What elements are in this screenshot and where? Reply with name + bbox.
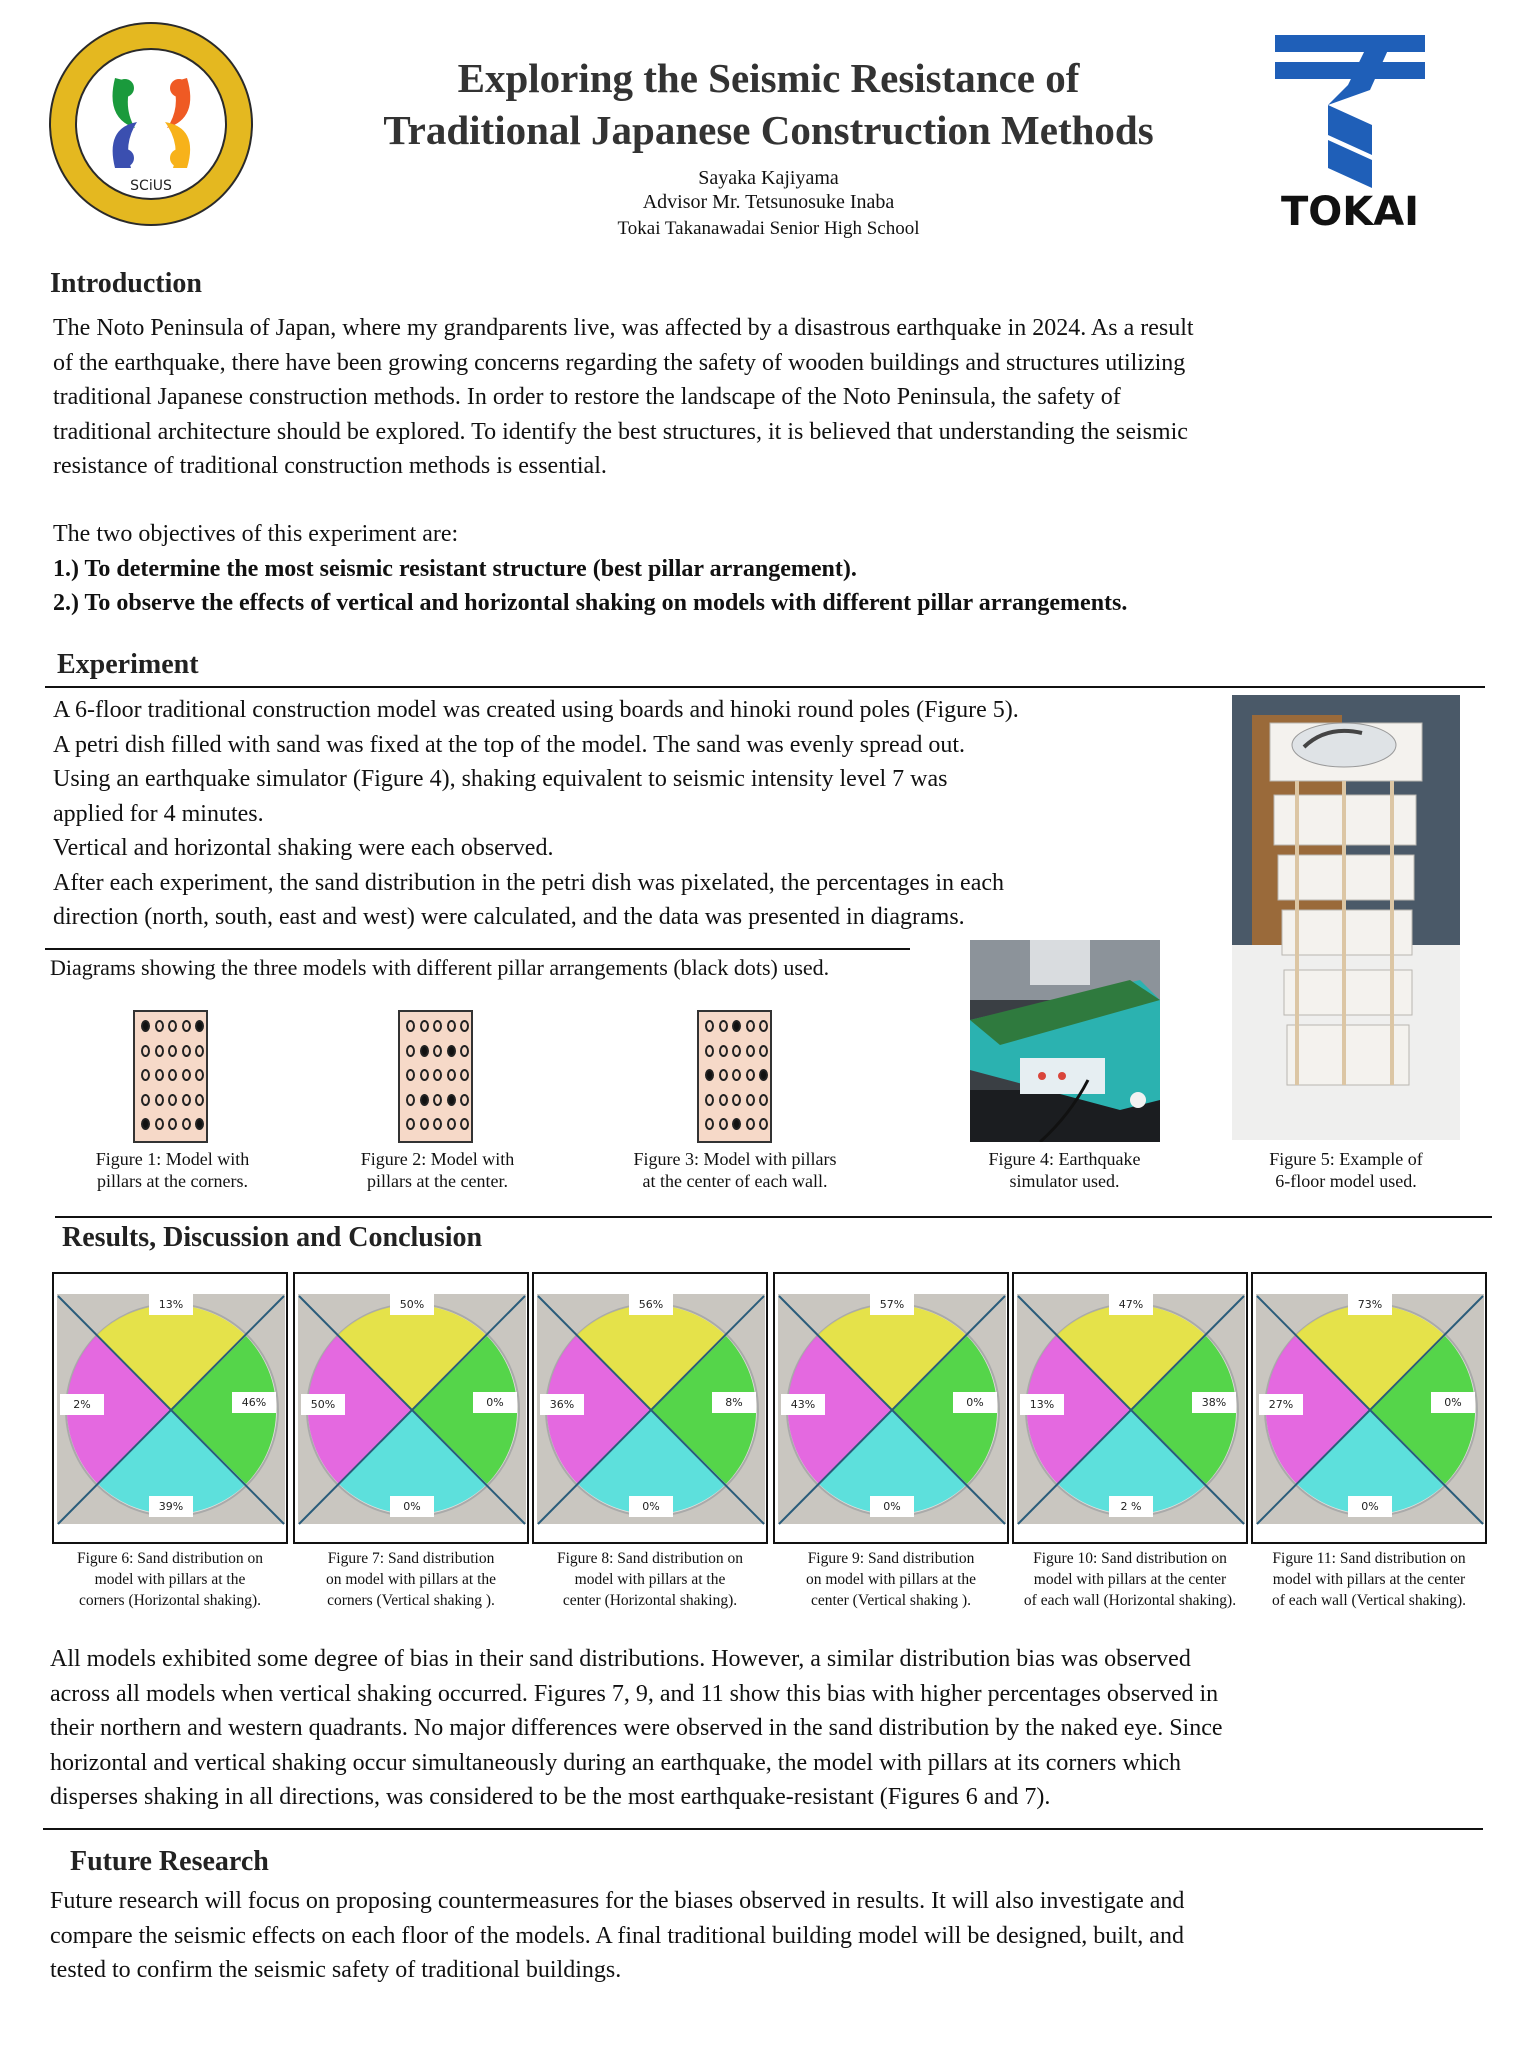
objective-2: 2.) To observe the effects of vertical and horizontal shaking on models with different pillar arrangements. <box>53 590 1128 616</box>
tokai-logo <box>1270 30 1430 230</box>
pillar-dot-empty <box>746 1045 755 1057</box>
pillar-dot-empty <box>433 1045 442 1057</box>
pillar-dot-empty <box>168 1069 177 1081</box>
caption-line: model with pillars at the center <box>1033 1571 1227 1588</box>
caption-line: center (Vertical shaking ). <box>810 1592 972 1609</box>
experiment-line: A 6-floor traditional construction model was created using boards and hinoki round poles (Figure 5). <box>53 697 1019 723</box>
discussion-paragraph <box>50 1642 1482 1815</box>
experiment-line: A petri dish filled with sand was fixed at the top of the model. The sand was evenly spread out. <box>53 731 966 758</box>
pillar-dot-empty <box>719 1094 728 1106</box>
diagrams-caption: Diagrams showing the three models with different pillar arrangements (black dots) used. <box>50 955 830 980</box>
objective-1: 1.) To determine the most seismic resistant structure (best pillar arrangement). <box>53 555 857 582</box>
percentage-label-west: 50% <box>301 1394 345 1415</box>
pillar-dot-filled <box>732 1118 741 1130</box>
pillar-dot-empty <box>433 1069 442 1081</box>
percentage-label-west: 27% <box>1259 1394 1303 1415</box>
pillar-dot-filled <box>732 1020 741 1032</box>
pillar-dot-empty <box>746 1020 755 1032</box>
pillar-dot-empty <box>447 1069 456 1081</box>
intro-line: traditional architecture should be explored. To identify the best structures, it is believed that understanding the seismic <box>53 418 1188 445</box>
pillar-dot-empty <box>732 1045 741 1057</box>
pillar-dot-empty <box>420 1118 429 1130</box>
percentage-label-west: 36% <box>540 1394 584 1415</box>
sand-figure-caption <box>1000 1548 1260 1611</box>
pillar-dot-empty <box>406 1045 415 1057</box>
pillar-dot-empty <box>406 1020 415 1032</box>
percentage-label-east: 8% <box>712 1392 756 1413</box>
pillar-dot-empty <box>406 1094 415 1106</box>
caption-line: simulator used. <box>1009 1171 1120 1191</box>
percentage-label-west: 2% <box>60 1394 104 1415</box>
title-line-1: Exploring the Seismic Resistance of <box>457 55 1080 101</box>
pillar-dot-empty <box>168 1094 177 1106</box>
pillar-dot-filled <box>420 1094 429 1106</box>
percentage-label-east: 38% <box>1192 1392 1236 1413</box>
percentage-label-north: 73% <box>1348 1294 1392 1315</box>
introduction-heading: Introduction <box>50 268 202 299</box>
future-research-heading: Future Research <box>70 1846 269 1877</box>
pillar-dot-filled <box>420 1045 429 1057</box>
pillar-dot-empty <box>460 1069 469 1081</box>
pillar-dot-empty <box>168 1020 177 1032</box>
caption-line: 6-floor model used. <box>1275 1171 1417 1191</box>
sand-distribution-figure <box>293 1272 529 1544</box>
objectives <box>53 517 1438 621</box>
pillar-diagram-center <box>398 1010 473 1143</box>
sand-distribution-figure <box>1251 1272 1487 1544</box>
pillar-dot-empty <box>705 1020 714 1032</box>
percentage-label-south: 0% <box>390 1496 434 1517</box>
future-research-paragraph <box>50 1884 1482 1988</box>
pillar-dot-filled <box>759 1069 768 1081</box>
pillar-dot-empty <box>420 1020 429 1032</box>
pillar-dot-empty <box>705 1118 714 1130</box>
pillar-dot-filled <box>141 1020 150 1032</box>
pillar-dot-empty <box>447 1118 456 1130</box>
discussion-line: across all models when vertical shaking occurred. Figures 7, 9, and 11 show this bias with higher percentages observed in <box>50 1680 1219 1707</box>
objectives-intro: The two objectives of this experiment are: <box>53 521 459 547</box>
caption-line: model with pillars at the <box>574 1571 726 1588</box>
experiment-line: applied for 4 minutes. <box>53 800 264 827</box>
figure-5-caption <box>1228 1148 1464 1192</box>
pillar-dot-empty <box>460 1020 469 1032</box>
pillar-dot-empty <box>705 1045 714 1057</box>
sand-figure-caption <box>281 1548 541 1611</box>
figure-3-caption <box>625 1148 845 1192</box>
future-line: Future research will focus on proposing countermeasures for the biases observed in results. It will also investigate and <box>50 1888 1185 1914</box>
caption-line: Figure 4: Earthquake <box>988 1149 1141 1169</box>
pillar-dot-filled <box>195 1118 204 1130</box>
pillar-dot-filled <box>447 1045 456 1057</box>
svg-text:TOKAI: TOKAI <box>1280 189 1420 230</box>
pillar-dot-empty <box>759 1020 768 1032</box>
percentage-label-north: 47% <box>1109 1294 1153 1315</box>
pillar-dot-empty <box>420 1069 429 1081</box>
caption-line: Figure 3: Model with pillars <box>633 1149 837 1169</box>
pillar-dot-empty <box>759 1118 768 1130</box>
pillar-dot-empty <box>719 1118 728 1130</box>
percentage-label-south: 2 % <box>1109 1496 1153 1517</box>
caption-line: pillars at the center. <box>367 1171 508 1191</box>
sand-figure-caption <box>520 1548 780 1611</box>
pillar-dot-empty <box>746 1118 755 1130</box>
discussion-line: All models exhibited some degree of bias in their sand distributions. However, a similar distribution bias was observed <box>50 1646 1191 1672</box>
pillar-dot-empty <box>705 1094 714 1106</box>
sand-figure-caption <box>761 1548 1021 1611</box>
sand-figure-caption <box>1239 1548 1499 1611</box>
intro-line: The Noto Peninsula of Japan, where my grandparents live, was affected by a disastrous earthquake in 2024. As a result <box>53 315 1194 341</box>
pillar-dot-empty <box>155 1020 164 1032</box>
discussion-line: horizontal and vertical shaking occur simultaneously during an earthquake, the model with pillars at its corners which <box>50 1749 1182 1776</box>
pillar-dot-empty <box>732 1094 741 1106</box>
earthquake-simulator-photo <box>970 940 1160 1142</box>
future-line: tested to confirm the seismic safety of traditional buildings. <box>50 1957 622 1983</box>
discussion-line: disperses shaking in all directions, was considered to be the most earthquake-resistant (Figures 6 and 7). <box>50 1784 1051 1810</box>
caption-line: corners (Vertical shaking ). <box>327 1592 495 1609</box>
caption-line: Figure 2: Model with <box>360 1149 515 1169</box>
section-divider <box>55 1216 1492 1218</box>
results-heading: Results, Discussion and Conclusion <box>62 1222 483 1253</box>
pillar-dot-filled <box>141 1118 150 1130</box>
intro-line: traditional Japanese construction methods. In order to restore the landscape of the Noto Peninsula, the safety of <box>53 384 1121 410</box>
caption-line: Figure 1: Model with <box>95 1149 250 1169</box>
percentage-label-north: 50% <box>390 1294 434 1315</box>
sand-distribution-figure <box>773 1272 1009 1544</box>
pillar-dot-filled <box>195 1020 204 1032</box>
caption-line: of each wall (Vertical shaking). <box>1271 1592 1467 1609</box>
caption-line: Figure 11: Sand distribution on <box>1272 1550 1466 1567</box>
pillar-dot-empty <box>155 1045 164 1057</box>
pillar-dot-empty <box>195 1094 204 1106</box>
caption-line: corners (Horizontal shaking). <box>78 1592 262 1609</box>
pillar-dot-empty <box>759 1094 768 1106</box>
pillar-dot-empty <box>719 1045 728 1057</box>
author-name: Sayaka Kajiyama <box>698 167 839 189</box>
percentage-label-east: 0% <box>953 1392 997 1413</box>
percentage-label-south: 0% <box>629 1496 673 1517</box>
pillar-dot-empty <box>719 1069 728 1081</box>
pillar-dot-empty <box>406 1118 415 1130</box>
pillar-dot-empty <box>759 1045 768 1057</box>
caption-line: Figure 7: Sand distribution <box>327 1550 495 1567</box>
pillar-dot-empty <box>155 1069 164 1081</box>
pillar-dot-empty <box>433 1020 442 1032</box>
school-name: Tokai Takanawadai Senior High School <box>617 218 920 239</box>
pillar-dot-empty <box>433 1094 442 1106</box>
section-divider <box>43 1828 1483 1830</box>
experiment-line: direction (north, south, east and west) were calculated, and the data was presented in diagrams. <box>53 904 965 930</box>
pillar-dot-filled <box>447 1094 456 1106</box>
caption-line: Figure 8: Sand distribution on <box>557 1550 743 1567</box>
pillar-dot-empty <box>460 1118 469 1130</box>
sand-distribution-figure <box>52 1272 288 1544</box>
pillar-dot-filled <box>705 1069 714 1081</box>
caption-line: pillars at the corners. <box>97 1171 248 1191</box>
pillar-dot-empty <box>141 1069 150 1081</box>
pillar-dot-empty <box>447 1020 456 1032</box>
caption-line: model with pillars at the <box>94 1571 246 1588</box>
experiment-line: Using an earthquake simulator (Figure 4), shaking equivalent to seismic intensity level 7 was <box>53 766 948 792</box>
caption-line: on model with pillars at the <box>325 1571 497 1588</box>
svg-text:SCiUS: SCiUS <box>130 178 172 194</box>
section-divider <box>45 686 1485 688</box>
pillar-dot-empty <box>168 1045 177 1057</box>
pillar-dot-empty <box>141 1045 150 1057</box>
pillar-dot-empty <box>182 1020 191 1032</box>
pillar-diagram-corners <box>133 1010 208 1143</box>
experiment-heading: Experiment <box>57 649 199 680</box>
sand-figure-caption <box>40 1548 300 1611</box>
caption-line: at the center of each wall. <box>642 1171 828 1191</box>
pillar-dot-empty <box>182 1069 191 1081</box>
caption-line: model with pillars at the center <box>1272 1571 1466 1588</box>
figure-1-caption <box>90 1148 255 1192</box>
intro-line: of the earthquake, there have been growing concerns regarding the safety of wooden buildings and structures utilizing <box>53 349 1186 376</box>
title-line-2: Traditional Japanese Construction Methods <box>383 107 1154 153</box>
caption-line: center (Horizontal shaking). <box>562 1592 738 1609</box>
percentage-label-south: 0% <box>1348 1496 1392 1517</box>
pillar-dot-empty <box>182 1118 191 1130</box>
figure-4-caption <box>962 1148 1167 1192</box>
percentage-label-west: 13% <box>1020 1394 1064 1415</box>
pillar-dot-empty <box>155 1094 164 1106</box>
pillar-dot-empty <box>182 1094 191 1106</box>
caption-line: Figure 9: Sand distribution <box>807 1550 975 1567</box>
caption-line: of each wall (Horizontal shaking). <box>1023 1592 1237 1609</box>
caption-line: Figure 10: Sand distribution on <box>1033 1550 1227 1567</box>
percentage-label-east: 46% <box>232 1392 276 1413</box>
percentage-label-south: 0% <box>870 1496 914 1517</box>
percentage-label-south: 39% <box>149 1496 193 1517</box>
pillar-dot-empty <box>746 1094 755 1106</box>
pillar-dot-empty <box>732 1069 741 1081</box>
pillar-dot-empty <box>460 1094 469 1106</box>
caption-line: Figure 5: Example of <box>1269 1149 1423 1169</box>
pillar-dot-empty <box>746 1069 755 1081</box>
advisor-name: Advisor Mr. Tetsunosuke Inaba <box>642 191 895 213</box>
percentage-label-east: 0% <box>1431 1392 1475 1413</box>
figure-2-caption <box>355 1148 520 1192</box>
experiment-line: Vertical and horizontal shaking were each observed. <box>53 835 554 861</box>
sand-distribution-figure <box>1012 1272 1248 1544</box>
pillar-diagram-wall-centers <box>697 1010 772 1143</box>
introduction-paragraph <box>53 311 1438 484</box>
pillar-dot-empty <box>719 1020 728 1032</box>
pillar-dot-empty <box>182 1045 191 1057</box>
percentage-label-east: 0% <box>473 1392 517 1413</box>
caption-line: Figure 6: Sand distribution on <box>77 1550 263 1567</box>
pillar-dot-empty <box>406 1069 415 1081</box>
pillar-dot-empty <box>168 1118 177 1130</box>
diagrams-divider <box>45 948 910 950</box>
sand-distribution-figure <box>532 1272 768 1544</box>
percentage-label-north: 13% <box>149 1294 193 1315</box>
percentage-label-west: 43% <box>781 1394 825 1415</box>
pillar-dot-empty <box>195 1045 204 1057</box>
pillar-dot-empty <box>433 1118 442 1130</box>
percentage-label-north: 57% <box>870 1294 914 1315</box>
experiment-paragraph <box>53 693 1198 935</box>
pillar-dot-empty <box>155 1118 164 1130</box>
future-line: compare the seismic effects on each floor of the models. A final traditional building model will be designed, built, and <box>50 1922 1184 1949</box>
experiment-line: After each experiment, the sand distribution in the petri dish was pixelated, the percentages in each <box>53 869 1004 896</box>
percentage-label-north: 56% <box>629 1294 673 1315</box>
intro-line: resistance of traditional construction methods is essential. <box>53 453 607 479</box>
pillar-dot-empty <box>141 1094 150 1106</box>
six-floor-model-photo <box>1232 695 1460 1140</box>
pillar-dot-empty <box>460 1045 469 1057</box>
caption-line: on model with pillars at the <box>805 1571 977 1588</box>
pillar-dot-empty <box>195 1069 204 1081</box>
discussion-line: their northern and western quadrants. No major differences were observed in the sand distribution by the naked eye. Since <box>50 1715 1223 1741</box>
